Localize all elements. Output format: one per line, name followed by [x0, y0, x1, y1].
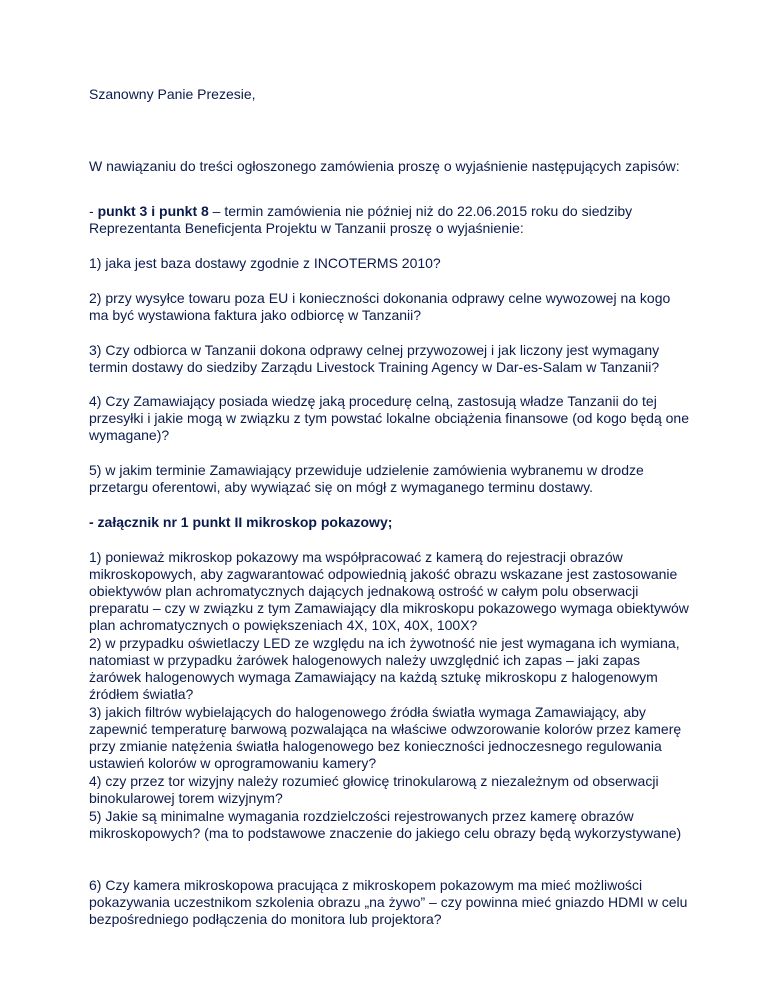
section1-text: – termin zamówienia nie później niż do 22.06.2015 roku do siedziby Reprezentanta Beneficjenta Projektu w Tanzanii proszę o wyjaśnienie:: [89, 203, 633, 236]
section2-title: - załącznik nr 1 punkt II mikroskop pokazowy;: [89, 514, 393, 530]
section2-item-4: 4) czy przez tor wizyjny należy rozumieć głowicę trinokularową z niezależnym od obserwacji binokularowej torem wizyjnym?: [89, 773, 659, 806]
section1-item-5: 5) w jakim terminie Zamawiający przewiduje udzielenie zamówienia wybranemu w drodze przetargu oferentowi, aby wywiązać się on mógł z wymaganego terminu dostawy.: [89, 462, 644, 495]
section1-item-1: 1) jaka jest baza dostawy zgodnie z INCOTERMS 2010?: [89, 255, 441, 271]
section1-item-3: 3) Czy odbiorca w Tanzanii dokona odprawy celnej przywozowej i jak liczony jest wymagany termin dostawy do siedziby Zarządu Livestock Training Agency w Dar-es-Salam w Tanzanii?: [89, 342, 660, 375]
section1-item-4: 4) Czy Zamawiający posiada wiedzę jaką procedurę celną, zastosują władze Tanzanii do tej przesyłki i jakie mogą w związku z tym powstać lokalne obciążenia finansowe (od kogo będą one wymagane)?: [89, 393, 689, 443]
section2-item-2: 2) w przypadku oświetlaczy LED ze względu na ich żywotność nie jest wymagana ich wymiana, natomiast w przypadku żarówek halogenowych należy uwzględnić ich zapas – jaki zapas żarówek halogenowych wymaga Zamawiający na każdą sztukę mikroskopu z halogenowym źródłem światła?: [89, 635, 680, 702]
salutation: Szanowny Panie Prezesie,: [89, 86, 256, 102]
section2-item-3: 3) jakich filtrów wybielających do halogenowego źródła światła wymaga Zamawiający, aby zapewnić temperaturę barwową pozwalająca na właściwe odwzorowanie kolorów przez kamerę przy zmianie natężenia światła halogenowego bez konieczności jednoczesnego regulowania ustawień kolorów w oprogramowaniu kamery?: [89, 704, 682, 771]
section2-item-5: 5) Jakie są minimalne wymagania rozdzielczości rejestrowanych przez kamerę obrazów mikroskopowych? (ma to podstawowe znaczenie do jakiego celu obrazy będą wykorzystywane): [89, 808, 682, 841]
section1-item-2: 2) przy wysyłce towaru poza EU i konieczności dokonania odprawy celne wywozowej na kogo ma być wystawiona faktura jako odbiorcę w Tanzanii?: [89, 290, 671, 323]
section1-prefix: -: [89, 203, 98, 219]
section2-item-1: 1) ponieważ mikroskop pokazowy ma współpracować z kamerą do rejestracji obrazów mikroskopowych, aby zagwarantować odpowiednią jakość obrazu wskazane jest zastosowanie obiektywów plan achromatycznych dających jednakową ostrość w całym polu obserwacji preparatu – czy w związku z tym Zamawiający dla mikroskopu pokazowego wymaga obiektywów plan achromatycznych o powiększeniach 4X, 10X, 40X, 100X?: [89, 549, 689, 633]
section1-paragraph: [89, 203, 689, 237]
section1-title: punkt 3 i punkt 8: [97, 203, 209, 219]
section2-item-6: 6) Czy kamera mikroskopowa pracująca z mikroskopem pokazowym ma mieć możliwości pokazywania uczestnikom szkolenia obrazu „na żywo” – czy powinna mieć gniazdo HDMI w celu bezpośredniego podłączenia do monitora lub projektora?: [89, 877, 688, 927]
intro-paragraph: W nawiązaniu do treści ogłoszonego zamówienia proszę o wyjaśnienie następujących zapisów:: [89, 158, 680, 174]
